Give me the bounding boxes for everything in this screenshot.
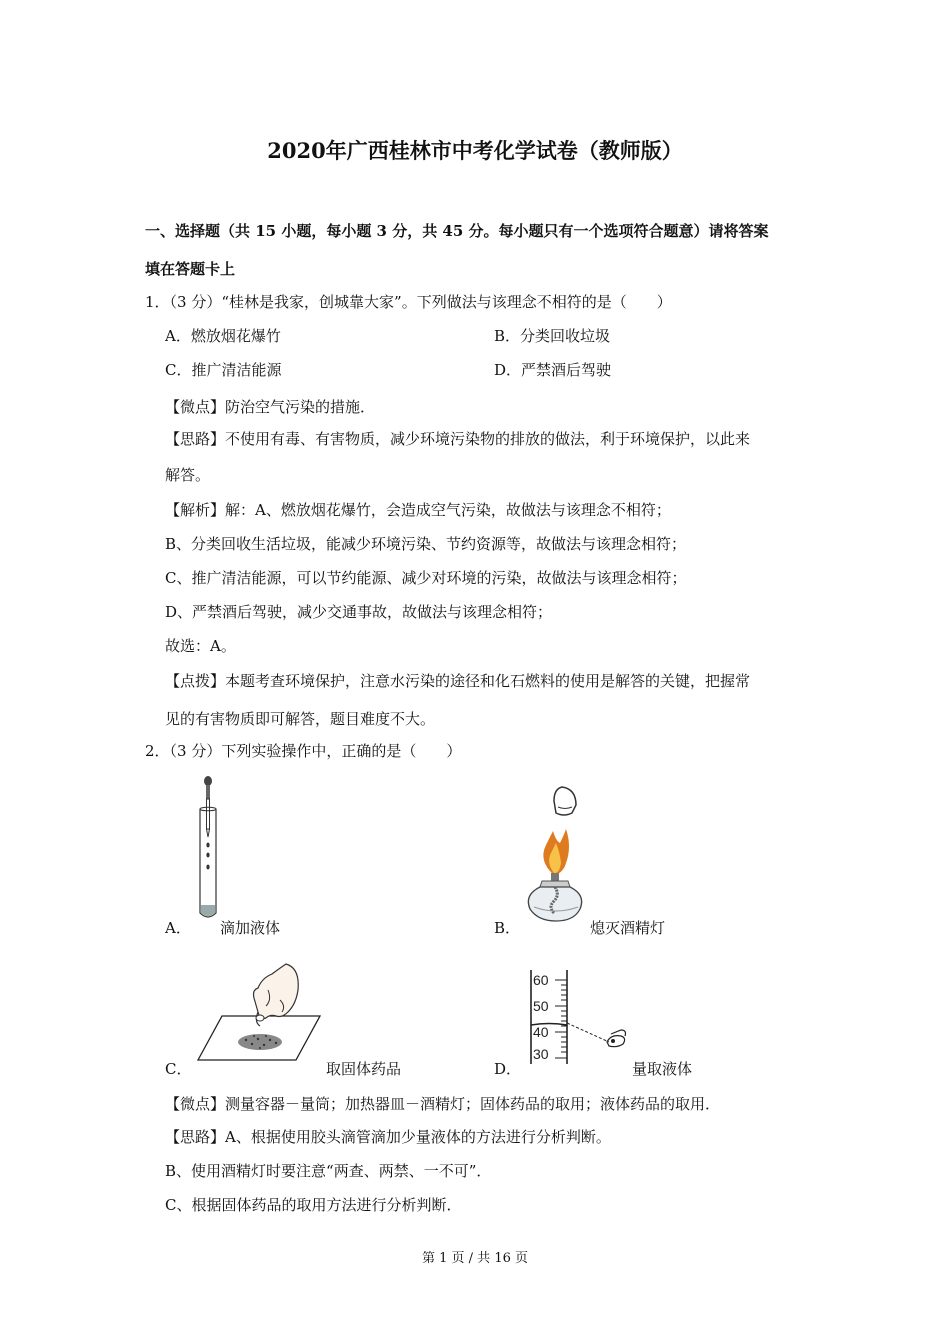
section-heading-line1: 一、选择题（共 15 小题，每小题 3 分，共 45 分。每小题只有一个选项符合题意）请将答案 (145, 222, 769, 240)
q1-answer: 故选：A。 (165, 637, 236, 655)
dropper-testtube-figure (188, 775, 228, 923)
measuring-cylinder-figure (525, 968, 635, 1066)
section-heading-line2: 填在答题卡上 (145, 260, 236, 278)
cylinder-mark-40: 40 (533, 1024, 549, 1040)
q2-option-a-caption: 滴加液体 (220, 919, 281, 937)
q1-option-d: D．严禁酒后驾驶 (494, 361, 612, 379)
q2-silu-line2: B、使用酒精灯时要注意“两查、两禁、一不可”． (165, 1162, 492, 1180)
q2-option-b-letter: B． (494, 919, 521, 937)
q1-option-b: B．分类回收垃圾 (494, 327, 611, 345)
q1-dianbo-line1: 【点拨】本题考查环境保护，注意水污染的途径和化石燃料的使用是解答的关键，把握常 (165, 672, 751, 690)
q1-option-a: A．燃放烟花爆竹 (165, 327, 281, 345)
page-title: 2020年广西桂林市中考化学试卷（教师版） (267, 138, 683, 163)
q1-jiexi-line1: 【解析】解：A、燃放烟花爆竹，会造成空气污染，故做法与该理念不相符； (165, 501, 671, 519)
q1-stem: 1．（3 分）“桂林是我家，创城靠大家”。下列做法与该理念不相符的是（ ） (145, 293, 672, 311)
cylinder-mark-60: 60 (533, 972, 549, 988)
cylinder-mark-50: 50 (533, 998, 549, 1014)
q1-dianbo-line2: 见的有害物质即可解答，题目难度不大。 (165, 710, 436, 728)
q2-option-c-caption: 取固体药品 (326, 1060, 402, 1078)
q1-jiexi-line2: B、分类回收生活垃圾，能减少环境污染、节约资源等，故做法与该理念相符； (165, 535, 687, 553)
alcohol-lamp-figure (520, 783, 590, 925)
q2-silu-line1: 【思路】A、根据使用胶头滴管滴加少量液体的方法进行分析判断。 (165, 1128, 611, 1146)
q2-weidian: 【微点】测量容器－量筒；加热器皿－酒精灯；固体药品的取用；液体药品的取用． (165, 1095, 721, 1113)
q2-option-d-caption: 量取液体 (632, 1060, 693, 1078)
q1-option-c: C．推广清洁能源 (165, 361, 282, 379)
q1-silu-line2: 解答。 (165, 466, 211, 484)
q1-silu-line1: 【思路】不使用有毒、有害物质，减少环境污染物的排放的做法，利于环境保护，以此来 (165, 430, 751, 448)
solid-drug-figure (196, 960, 324, 1066)
q2-option-d-letter: D． (494, 1060, 522, 1078)
q2-silu-line3: C、根据固体药品的取用方法进行分析判断． (165, 1196, 462, 1214)
q2-option-c-letter: C． (165, 1060, 192, 1078)
q1-weidian: 【微点】防治空气污染的措施． (165, 398, 376, 416)
cylinder-mark-30: 30 (533, 1046, 549, 1062)
q1-jiexi-line3: C、推广清洁能源，可以节约能源、减少对环境的污染，故做法与该理念相符； (165, 569, 687, 587)
page-footer: 第 1 页 / 共 16 页 (422, 1251, 528, 1266)
q2-stem: 2．（3 分）下列实验操作中，正确的是（ ） (145, 742, 462, 760)
q1-jiexi-line4: D、严禁酒后驾驶，减少交通事故，故做法与该理念相符； (165, 603, 553, 621)
q2-option-a-letter: A． (165, 919, 191, 937)
q2-option-b-caption: 熄灭酒精灯 (590, 919, 666, 937)
